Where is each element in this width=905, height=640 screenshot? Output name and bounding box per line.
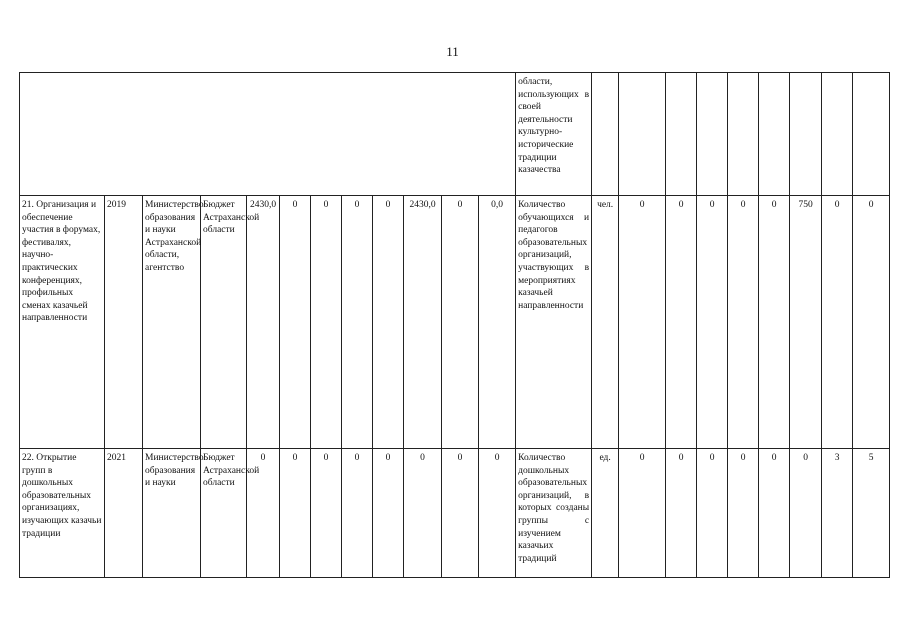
value-cell	[759, 73, 790, 196]
value-cell: 0	[790, 449, 822, 578]
amount-cell: 0	[311, 449, 342, 578]
table-row	[20, 73, 890, 196]
amount-cell: 0	[311, 196, 342, 449]
amount-cell: 0	[404, 449, 442, 578]
executor-cell: Министерство образования и науки Астраханской области, агентство	[143, 196, 201, 449]
value-cell: 5	[853, 449, 890, 578]
value-cell: 0	[822, 196, 853, 449]
amount-cell: 2430,0	[404, 196, 442, 449]
amount-cell: 0	[280, 449, 311, 578]
value-cell: 0	[697, 196, 728, 449]
value-cell	[697, 73, 728, 196]
amount-cell: 0	[247, 449, 280, 578]
value-cell: 0	[853, 196, 890, 449]
value-cell: 0	[759, 196, 790, 449]
value-cell	[790, 73, 822, 196]
year-cell: 2021	[105, 449, 143, 578]
continued-empty-cells	[20, 73, 516, 196]
value-cell: 0	[697, 449, 728, 578]
unit-cell	[592, 73, 619, 196]
value-cell: 3	[822, 449, 853, 578]
amount-cell: 0	[373, 449, 404, 578]
value-cell	[822, 73, 853, 196]
value-cell	[666, 73, 697, 196]
value-cell: 0	[666, 196, 697, 449]
value-cell: 0	[759, 449, 790, 578]
value-cell: 750	[790, 196, 822, 449]
amount-cell: 0	[442, 449, 479, 578]
amount-cell: 0	[342, 196, 373, 449]
source-cell: Бюджет Астраханской области	[201, 449, 247, 578]
value-cell	[728, 73, 759, 196]
page-number: 11	[446, 44, 459, 59]
value-cell: 0	[619, 449, 666, 578]
indicator-cell: Количество дошкольных образовательных организаций, в которых созданы группы с изучением казачьих традиций	[516, 449, 592, 578]
value-cell: 0	[619, 196, 666, 449]
indicator-cell: области, использующих в своей деятельности культурно-исторические традиции казачества	[516, 73, 592, 196]
executor-cell: Министерство образования и науки	[143, 449, 201, 578]
amount-cell: 0	[342, 449, 373, 578]
value-cell	[853, 73, 890, 196]
value-cell: 0	[728, 449, 759, 578]
amount-cell: 0	[442, 196, 479, 449]
program-table	[19, 72, 890, 578]
amount-cell: 0	[373, 196, 404, 449]
indicator-cell: Количество обучающихся и педагогов образовательных организаций, участвующих в мероприятиях казачьей направленности	[516, 196, 592, 449]
value-cell: 0	[666, 449, 697, 578]
amount-cell: 0,0	[479, 196, 516, 449]
value-cell	[619, 73, 666, 196]
activity-cell: 21. Организация и обеспечение участия в форумах, фестивалях, научно-практических конференциях, профильных сменах казачьей направленности	[20, 196, 105, 449]
table-row	[20, 449, 890, 578]
activity-cell: 22. Открытие групп в дошкольных образовательных организациях, изучающих казачьи традиции	[20, 449, 105, 578]
year-cell: 2019	[105, 196, 143, 449]
amount-cell: 0	[280, 196, 311, 449]
value-cell: 0	[728, 196, 759, 449]
table-row	[20, 196, 890, 449]
unit-cell: чел.	[592, 196, 619, 449]
amount-cell: 0	[479, 449, 516, 578]
amount-cell: 2430,0	[247, 196, 280, 449]
unit-cell: ед.	[592, 449, 619, 578]
source-cell: Бюджет Астраханской области	[201, 196, 247, 449]
